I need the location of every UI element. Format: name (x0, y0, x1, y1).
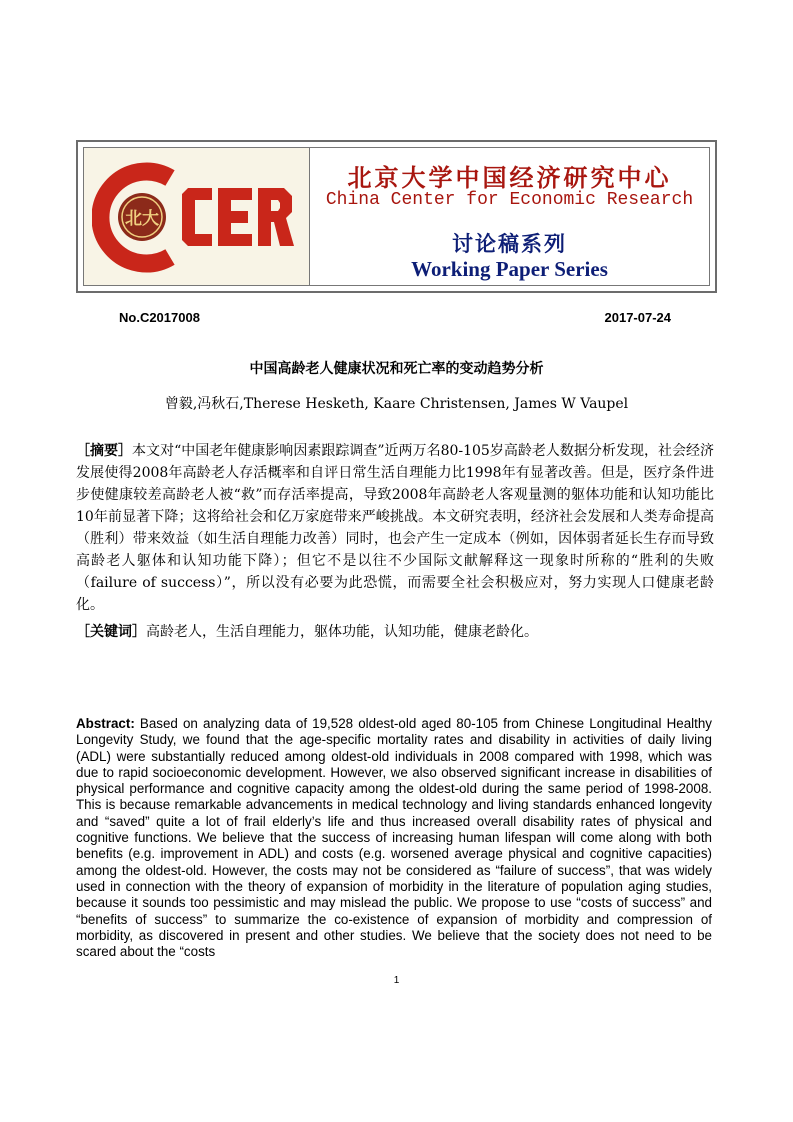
page-number: 1 (393, 975, 400, 986)
series-name-cn: 讨论稿系列 (452, 232, 567, 256)
paper-date: 2017-07-24 (604, 310, 671, 325)
chinese-abstract-text: 本文对“中国老年健康影响因素跟踪调查”近两万名80-105岁高龄老人数据分析发现，社会经济发展使得2008年高龄老人存活概率和自评日常生活自理能力比1998年有显著改善。但是，医疗条件进步使健康较差高龄老人被“救”而存活率提高，导致2008年高龄老人客观量测的躯体功能和认知功能比10年前显著下降；这将给社会和亿万家庭带来严峻挑战。本文研究表明，经济社会发展和人类寿命提高（胜利）带来效益（如生活自理能力改善）同时，也会产生一定成本（例如，因体弱者延长生存而导致高龄老人躯体和认知功能下降）；但它不是以往不少国际文献解释这一现象时所称的“胜利的失败（failure of success）”，所以没有必要为此恐慌，而需要全社会积极应对，努力实现人口健康老龄化。 (76, 443, 714, 613)
institution-name-en: China Center for Economic Research (325, 190, 694, 210)
english-abstract-text: Based on analyzing data of 19,528 oldest-old aged 80-105 from Chinese Longitudinal Healthy Longevity Study, we found that the age-specific mortality rates and disability in activities of daily living (ADL) were substantially reduced among oldest-old individuals in 2008 compared with 1998, which was due to rapid socioeconomic development. However, we also observed significant increase in disabilities of physical performance and cognitive capacity among the oldest-old during the same period of 1998-2008. This is because remarkable advancements in medical technology and living standards enhanced longevity and “saved” quite a lot of frail elderly’s life and thus increased overall disability rates of physical and cognitive functions. We believe that the success of increasing human lifespan will come along with both benefits (e.g. improvement in ADL) and costs (e.g. worsened average physical and cognitive capacities) among the oldest-old. However, the costs may not be considered as “failure of success”, that was widely used in connection with the theory of expansion of morbidity in the literature of population aging studies, because it sounds too pessimistic and may mislead the public. We propose to use “costs of success” and “benefits of success” to summarize the co-existence of expansion of morbidity and compression of morbidity, as discovered in present and other studies. We believe that the society does not need to be scared about the “costs (76, 716, 712, 960)
chinese-keywords-text: 高龄老人，生活自理能力，躯体功能，认知功能，健康老龄化。 (146, 624, 538, 640)
header-banner (76, 140, 717, 293)
series-name-en: Working Paper Series (411, 257, 608, 281)
chinese-abstract (76, 440, 714, 616)
chinese-abstract-label: ［摘要］ (76, 443, 133, 459)
banner-frame (83, 147, 710, 286)
english-abstract-label: Abstract: (76, 716, 135, 731)
chinese-keywords (76, 621, 714, 643)
ccer-logo (84, 148, 310, 285)
logo-text: CCER (92, 160, 95, 161)
english-abstract (76, 716, 712, 960)
banner-titles (310, 148, 709, 285)
institution-name-cn: 北京大学中国经济研究中心 (347, 164, 672, 192)
paper-number: No.C2017008 (119, 310, 200, 325)
paper-authors: 曾毅,冯秋石,Therese Hesketh, Kaare Christensen, James W Vaupel (164, 396, 629, 412)
chinese-keywords-label: ［关键词］ (76, 624, 146, 640)
logo-seal-text: 北大 (125, 209, 159, 229)
ccer-logo-icon (92, 160, 302, 275)
paper-title: 中国高龄老人健康状况和死亡率的变动趋势分析 (249, 361, 544, 377)
